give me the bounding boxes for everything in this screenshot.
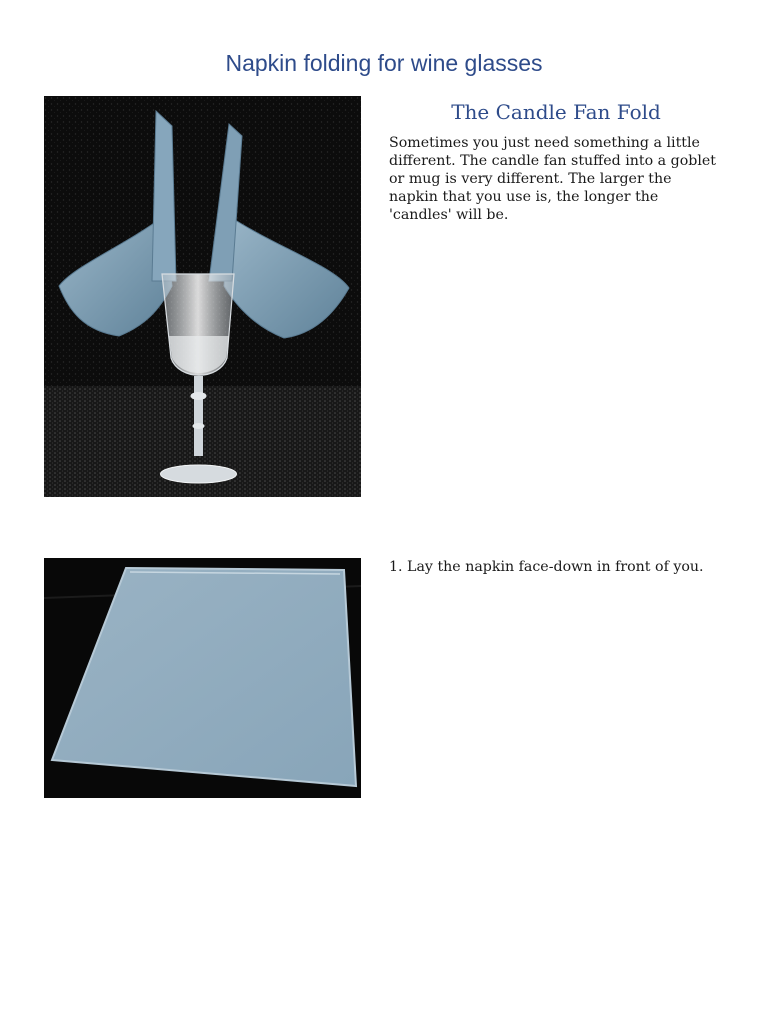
step-1-flat-napkin-photo — [44, 558, 361, 798]
intro-paragraph: Sometimes you just need something a little different. The candle fan stuffed into a goblet or mug is very different. The larger the napkin that you use is, the longer the 'candles' will be. — [389, 135, 716, 223]
candle-fan-finished-photo — [44, 96, 361, 497]
step-1-text: 1. Lay the napkin face-down in front of you. — [389, 559, 704, 575]
section-heading: The Candle Fan Fold — [451, 100, 661, 124]
page-title: Napkin folding for wine glasses — [225, 50, 543, 76]
